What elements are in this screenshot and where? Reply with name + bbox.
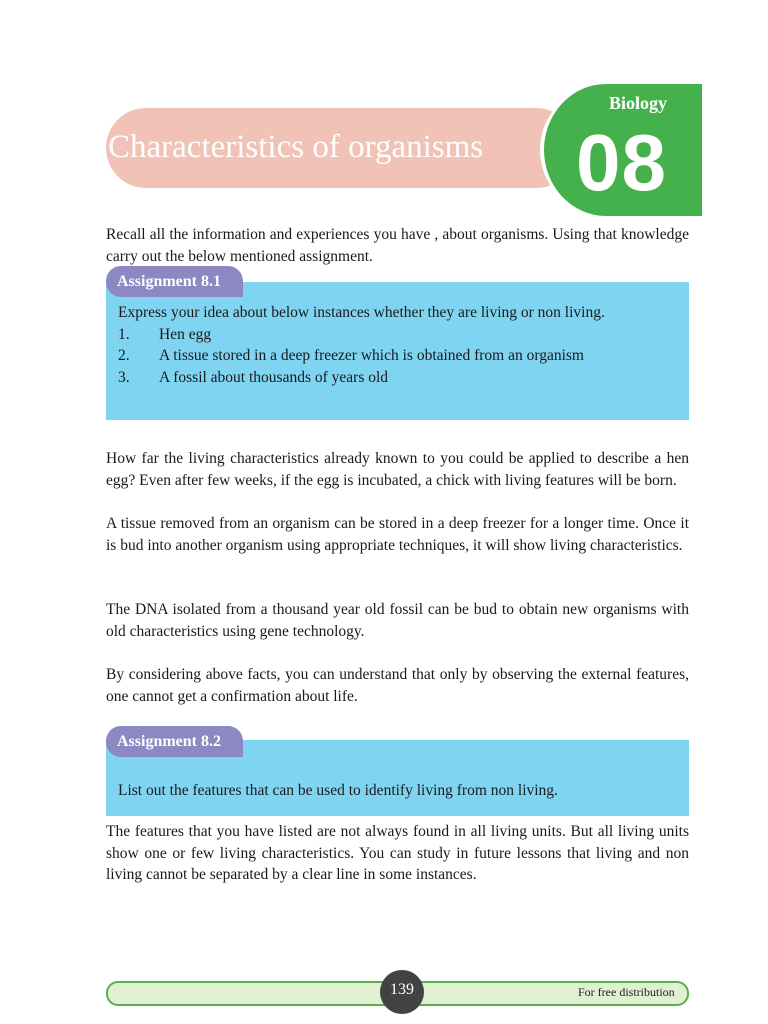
assignment-8-2-tab: Assignment 8.2 xyxy=(106,726,243,757)
list-item xyxy=(118,324,683,346)
intro-paragraph: Recall all the information and experiences you have , about organisms. Using that knowledge carry out the below mentioned assignment. xyxy=(106,226,689,265)
body-paragraph-1: How far the living characteristics already known to you could be applied to describe a hen egg? Even after few weeks, if the egg is incubated, a chick with living features will be born. xyxy=(106,450,689,489)
footer-note: For free distribution xyxy=(578,985,675,999)
list-item-text: A fossil about thousands of years old xyxy=(159,368,389,386)
body-paragraph-2: A tissue removed from an organism can be stored in a deep freezer for a longer time. Once it is bud into another organism using appropriate techniques, it will show living characteristics. xyxy=(106,515,689,554)
page-number: 139 xyxy=(380,970,424,1014)
assignment-8-1-tab: Assignment 8.1 xyxy=(106,266,243,297)
list-item-text: Hen egg xyxy=(159,325,212,343)
chapter-title: Characteristics of organisms xyxy=(108,129,484,165)
subject-label: Biology xyxy=(609,93,668,113)
list-item-text: A tissue stored in a deep freezer which is obtained from an organism xyxy=(159,347,584,364)
chapter-number: 08 xyxy=(576,118,667,207)
list-item xyxy=(118,367,683,389)
body-paragraph-4: By considering above facts, you can understand that only by observing the external features, one cannot get a confirmation about life. xyxy=(106,666,689,705)
list-item-number: 2. xyxy=(118,347,130,364)
list-item xyxy=(118,345,683,367)
list-item-number: 1. xyxy=(118,325,130,343)
assignment-8-1-prompt: Express your idea about below instances whether they are living or non living. xyxy=(118,304,605,321)
assignment-8-2-prompt: List out the features that can be used to identify living from non living. xyxy=(118,782,558,799)
list-item-number: 3. xyxy=(118,368,130,386)
closing-paragraph: The features that you have listed are not always found in all living units. But all living units show one or few living characteristics. You can study in future lessons that living and non living cannot be separated by a clear line in some instances. xyxy=(106,823,689,883)
body-paragraph-3: The DNA isolated from a thousand year old fossil can be bud to obtain new organisms with old characteristics using gene technology. xyxy=(106,601,689,640)
assignment-8-1-content xyxy=(118,302,683,388)
